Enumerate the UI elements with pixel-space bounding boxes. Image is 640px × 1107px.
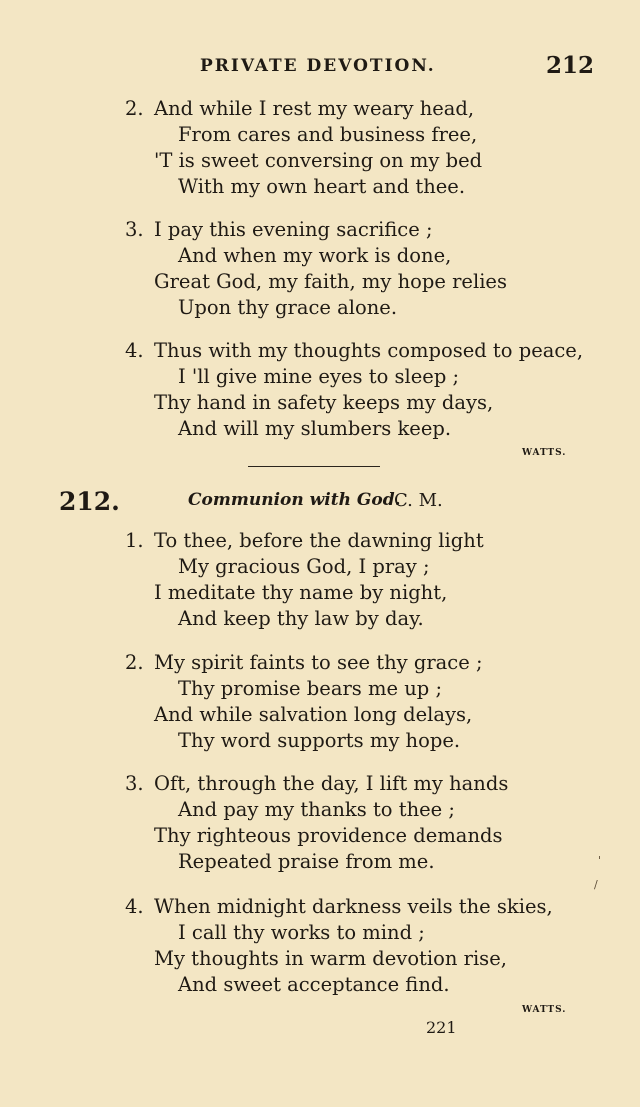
verse-line: 'T is sweet conversing on my bed bbox=[154, 149, 483, 172]
stanza-top-2 bbox=[125, 96, 605, 200]
verse-line: To thee, before the dawning light bbox=[154, 529, 484, 552]
section-divider bbox=[248, 466, 380, 467]
verse-line: Thy word supports my hope. bbox=[178, 729, 461, 752]
verse-line: And when my work is done, bbox=[178, 244, 452, 267]
stanza-number: 2. bbox=[125, 97, 144, 120]
stanza-number: 3. bbox=[125, 772, 144, 795]
stanza-top-4 bbox=[125, 338, 605, 442]
stanza-1 bbox=[125, 528, 605, 632]
stanza-3 bbox=[125, 771, 605, 875]
verse-line: And pay my thanks to thee ; bbox=[178, 798, 455, 821]
verse-line: I pay this evening sacrifice ; bbox=[154, 218, 433, 241]
verse-line: And while salvation long delays, bbox=[154, 703, 473, 726]
running-header-title: PRIVATE DEVOTION. bbox=[200, 56, 436, 76]
verse-line: Upon thy grace alone. bbox=[178, 296, 398, 319]
verse-line: With my own heart and thee. bbox=[178, 175, 466, 198]
running-header-page-number: 212 bbox=[546, 52, 595, 79]
verse-line: Repeated praise from me. bbox=[178, 850, 435, 873]
verse-line: Thy hand in safety keeps my days, bbox=[154, 391, 494, 414]
verse-line: And while I rest my weary head, bbox=[154, 97, 475, 120]
stanza-number: 4. bbox=[125, 895, 144, 918]
stanza-number: 1. bbox=[125, 529, 144, 552]
verse-line: Thy righteous providence demands bbox=[154, 824, 503, 847]
verse-line: Great God, my faith, my hope relies bbox=[154, 270, 507, 293]
verse-line: My gracious God, I pray ; bbox=[178, 555, 430, 578]
verse-line: Thy promise bears me up ; bbox=[178, 677, 443, 700]
verse-line: I meditate thy name by night, bbox=[154, 581, 448, 604]
verse-line: Oft, through the day, I lift my hands bbox=[154, 772, 509, 795]
verse-line: I call thy works to mind ; bbox=[178, 921, 425, 944]
stanza-number: 4. bbox=[125, 339, 144, 362]
stanza-2 bbox=[125, 650, 605, 754]
verse-line: And will my slumbers keep. bbox=[178, 417, 452, 440]
verse-line: Thus with my thoughts composed to peace, bbox=[154, 339, 584, 362]
verse-line: When midnight darkness veils the skies, bbox=[154, 895, 553, 918]
verse-line: From cares and business free, bbox=[178, 123, 478, 146]
verse-line: My thoughts in warm devotion rise, bbox=[154, 947, 507, 970]
attribution-bottom: WATTS. bbox=[522, 1005, 567, 1015]
stanza-number: 3. bbox=[125, 218, 144, 241]
verse-line: And keep thy law by day. bbox=[178, 607, 424, 630]
verse-line: I 'll give mine eyes to sleep ; bbox=[178, 365, 460, 388]
margin-mark: ' bbox=[598, 854, 602, 867]
stanza-4 bbox=[125, 894, 605, 998]
margin-mark: / bbox=[594, 878, 598, 891]
hymn-number: 212. bbox=[59, 487, 120, 516]
attribution-top: WATTS. bbox=[522, 448, 567, 458]
hymn-meter: C. M. bbox=[394, 490, 443, 511]
hymn-title: Communion with God. bbox=[188, 490, 401, 510]
stanza-top-3 bbox=[125, 217, 605, 321]
folio-number: 221 bbox=[426, 1018, 457, 1037]
verse-line: My spirit faints to see thy grace ; bbox=[154, 651, 483, 674]
stanza-number: 2. bbox=[125, 651, 144, 674]
verse-line: And sweet acceptance find. bbox=[178, 973, 450, 996]
